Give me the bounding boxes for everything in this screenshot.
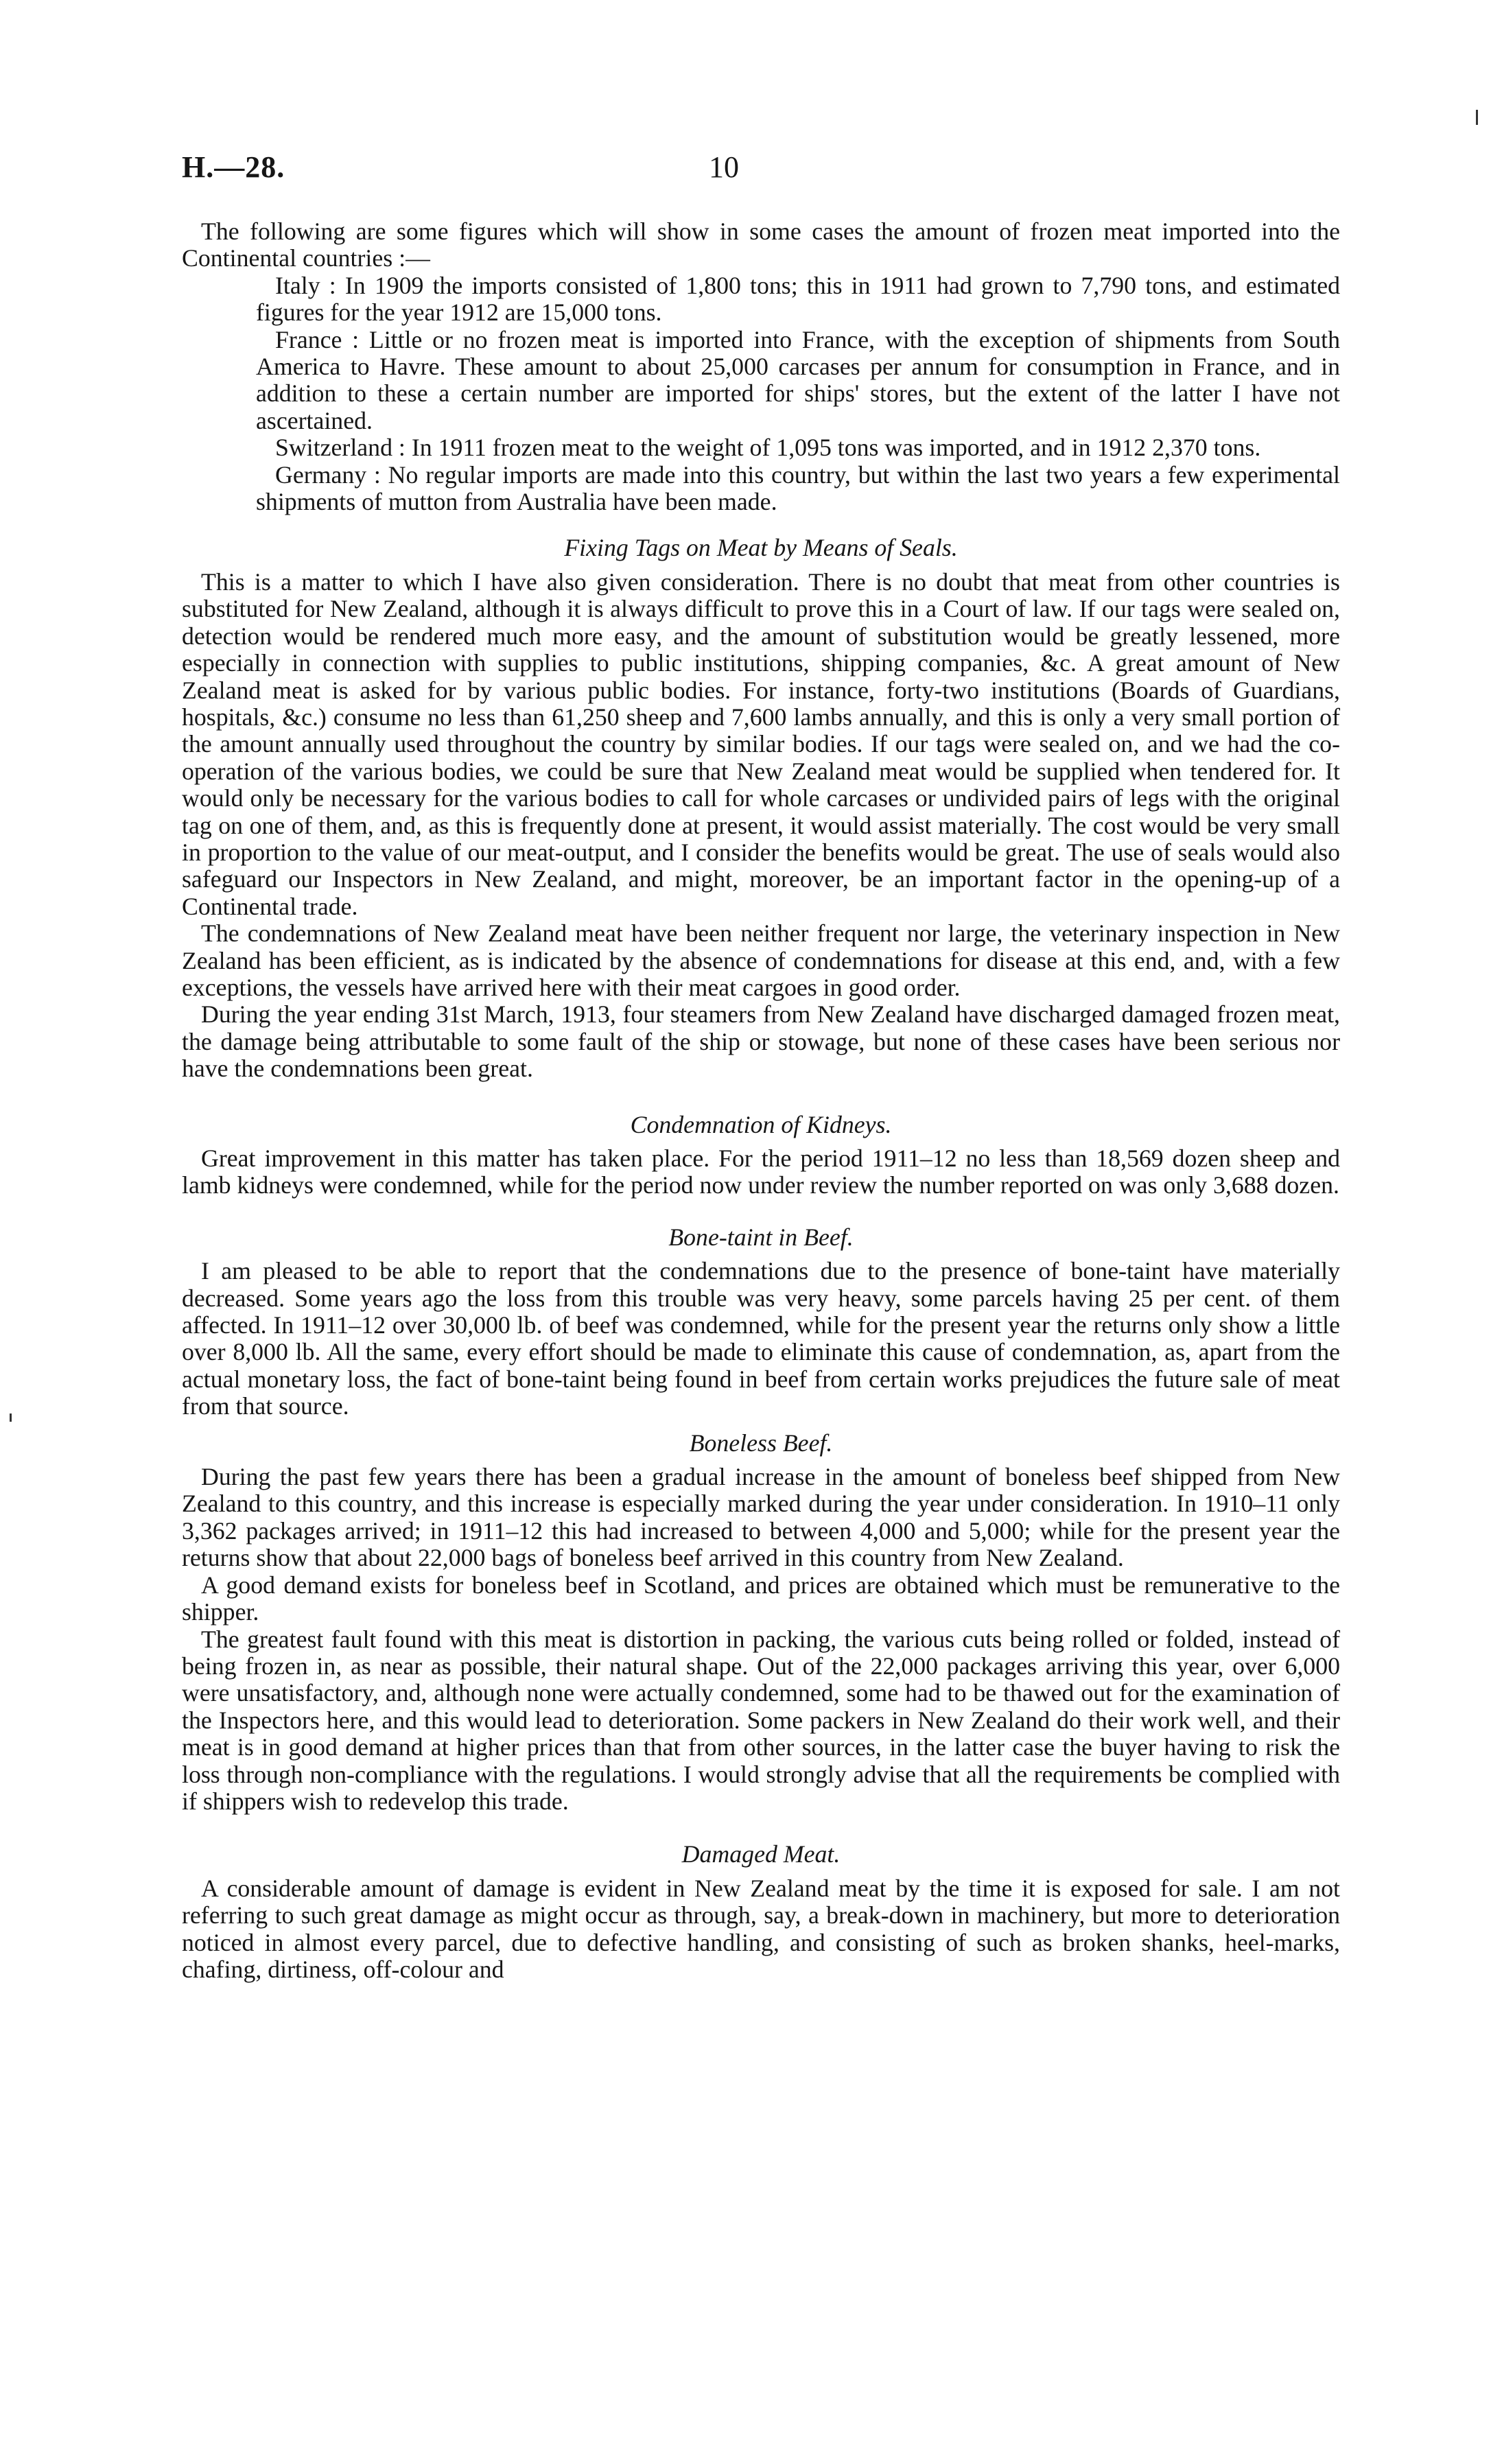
paragraph: The condemnations of New Zealand meat have been neither frequent nor large, the veterinary inspection in New Zealand has been efficient, as is indicated by the absence of condemnations for disease at this end, and, with a few exceptions, the vessels have arrived here with their meat cargoes in good order.	[182, 919, 1340, 1001]
paragraph: Great improvement in this matter has taken place. For the period 1911–12 no less than 18,569 dozen sheep and lamb kidneys were condemned, while for the period now under review the number reported on was only 3,688 dozen.	[182, 1145, 1340, 1199]
section-heading-boneless-beef: Boneless Beef.	[689, 1429, 833, 1457]
document-reference: H.—28.	[182, 150, 285, 184]
paragraph: During the past few years there has been a gradual increase in the amount of boneless beef shipped from New Zealand to this country, and this increase is especially marked during the year under consideration. In 1910–11 only 3,362 packages arrived; in 1911–12 this had increased to between 4,000 and 5,000; while for the present year the returns show that about 22,000 bags of boneless beef arrived in this country from New Zealand.	[182, 1463, 1340, 1572]
country-name: Italy :	[275, 271, 336, 299]
country-entry-switzerland	[182, 434, 1340, 461]
country-entry-italy	[182, 272, 1340, 327]
country-name: Germany :	[275, 460, 381, 489]
paragraph: A good demand exists for boneless beef in Scotland, and prices are obtained which must be remunerative to the shipper.	[182, 1571, 1340, 1626]
paragraph: A considerable amount of damage is evident in New Zealand meat by the time it is exposed for sale. I am not referring to such great damage as might occur as through, say, a break-down in machinery, but more to deterioration noticed in almost every parcel, due to defective handling, and consisting of such as broken shanks, heel-marks, chafing, dirtiness, off-colour and	[182, 1874, 1340, 1983]
country-entry-france	[182, 327, 1340, 435]
country-text: Little or no frozen meat is imported into France, with the exception of shipments from South America to Havre. These amount to about 25,000 carcases per annum for consumption in France, and in addition to these a certain number are imported for ships' stores, but the extent of the latter I have not ascertained.	[256, 325, 1340, 434]
country-list	[182, 272, 1340, 516]
section-heading-fixing-tags: Fixing Tags on Meat by Means of Seals.	[564, 534, 958, 562]
paragraph: The greatest fault found with this meat is distortion in packing, the various cuts being rolled or folded, instead of being frozen in, as near as possible, their natural shape. Out of the 22,000 packages arriving this year, over 6,000 were unsatisfactory, and, although none were actually condemned, some had to be thawed out for the examination of the Inspectors here, and this would lead to deterioration. Some packers in New Zealand do their work well, and their meat is in good demand at higher prices than that from other sources, in the latter case the buyer having to risk the loss through non-compliance with the regulations. I would strongly advise that all the requirements be complied with if shippers wish to redevelop this trade.	[182, 1625, 1340, 1815]
section-heading-bone-taint: Bone-taint in Beef.	[668, 1223, 854, 1251]
margin-mark	[10, 1413, 12, 1422]
margin-mark	[1476, 110, 1478, 125]
page-header	[182, 150, 1348, 191]
section-heading-kidneys: Condemnation of Kidneys.	[630, 1110, 892, 1138]
page-number: 10	[709, 150, 739, 184]
country-name: France :	[275, 325, 360, 353]
country-text: In 1909 the imports consisted of 1,800 tons; this in 1911 had grown to 7,790 tons, and estimated figures for the year 1912 are 15,000 tons.	[256, 271, 1340, 327]
section-heading-damaged-meat: Damaged Meat.	[681, 1840, 841, 1868]
country-entry-germany	[182, 462, 1340, 516]
intro-paragraph: The following are some figures which will show in some cases the amount of frozen meat imported into the Continental countries :—	[182, 218, 1340, 272]
paragraph: During the year ending 31st March, 1913, four steamers from New Zealand have discharged damaged frozen meat, the damage being attributable to some fault of the ship or stowage, but none of these cases have been serious nor have the condemnations been great.	[182, 1000, 1340, 1083]
country-text: No regular imports are made into this country, but within the last two years a few experimental shipments of mutton from Australia have been made.	[256, 460, 1340, 516]
body-text	[182, 218, 1340, 1983]
country-name: Switzerland :	[275, 434, 406, 462]
paragraph: I am pleased to be able to report that the condemnations due to the presence of bone-taint have materially decreased. Some years ago the loss from this trouble was very heavy, some parcels having 25 per cent. of them affected. In 1911–12 over 30,000 lb. of beef was condemned, while for the present year the returns only show a little over 8,000 lb. All the same, every effort should be made to eliminate this cause of condemnation, as, apart from the actual monetary loss, the fact of bone-taint being found in beef from certain works prejudices the future sale of meat from that source.	[182, 1257, 1340, 1420]
country-text: In 1911 frozen meat to the weight of 1,095 tons was imported, and in 1912 2,370 tons.	[411, 434, 1261, 462]
paragraph: This is a matter to which I have also given consideration. There is no doubt that meat from other countries is substituted for New Zealand, although it is always difficult to prove this in a Court of law. If our tags were sealed on, detection would be rendered much more easy, and the amount of substitution would be greatly lessened, more especially in connection with supplies to public institutions, shipping companies, &c. A great amount of New Zealand meat is asked for by various public bodies. For instance, forty-two institutions (Boards of Guardians, hospitals, &c.) consume no less than 61,250 sheep and 7,600 lambs annually, and this is only a very small portion of the amount annually used throughout the country by similar bodies. If our tags were sealed on, and we had the co-operation of the various bodies, we could be sure that New Zealand meat would be supplied when tendered for. It would only be necessary for the various bodies to call for whole carcases or undivided pairs of legs with the original tag on one of them, and, as this is frequently done at present, it would assist materially. The cost would be very small in proportion to the value of our meat-output, and I consider the benefits would be great. The use of seals would also safeguard our Inspectors in New Zealand, and might, moreover, be an important factor in the opening-up of a Continental trade.	[182, 567, 1340, 920]
